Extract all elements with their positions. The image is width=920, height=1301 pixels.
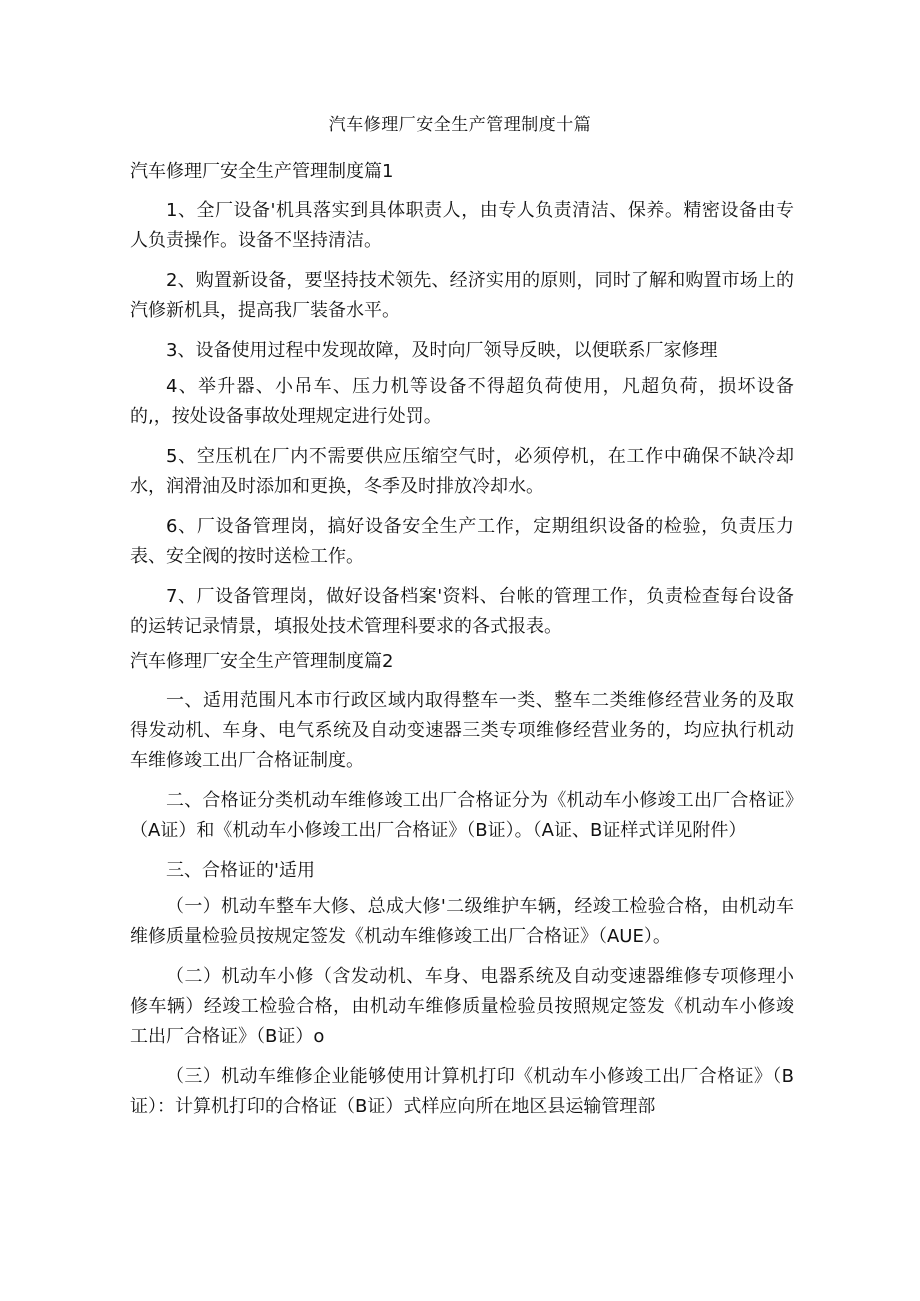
- paragraph: 1、全厂设备'机具落实到具体职责人，由专人负责清洁、保养。精密设备由专人负责操作。设备不坚持清洁。: [130, 200, 794, 251]
- paragraph: 2、购置新设备，要坚持技术领先、经济实用的原则，同时了解和购置市场上的汽修新机具，提高我厂装备水平。: [130, 270, 794, 321]
- document-body: [130, 158, 794, 1132]
- paragraph: 5、空压机在厂内不需要供应压缩空气时，必须停机，在工作中确保不缺冷却水，润滑油及时添加和更换，冬季及时排放冷却水。: [130, 446, 794, 497]
- document-title: 汽车修理厂安全生产管理制度十篇: [328, 115, 592, 135]
- paragraph: （一）机动车整车大修、总成大修'二级维护车辆，经竣工检验合格，由机动车维修质量检验员按规定签发《机动车维修竣工出厂合格证》（AUE）。: [130, 896, 794, 947]
- section-heading: 汽车修理厂安全生产管理制度篇1: [130, 161, 394, 182]
- section-heading: 汽车修理厂安全生产管理制度篇2: [130, 651, 394, 672]
- paragraph: （三）机动车维修企业能够使用计算机打印《机动车小修竣工出厂合格证》（B证）：计算机打印的合格证（B证）式样应向所在地区县运输管理部: [130, 1066, 794, 1117]
- paragraph: 三、合格证的'适用: [166, 860, 315, 881]
- paragraph: 7、厂设备管理岗，做好设备档案'资料、台帐的管理工作，负责检查每台设备的运转记录情景，填报处技术管理科要求的各式报表。: [130, 586, 794, 637]
- paragraph: 二、合格证分类机动车维修竣工出厂合格证分为《机动车小修竣工出厂合格证》（A证）和《机动车小修竣工出厂合格证》（B证）。（A证、B证样式详见附件）: [130, 790, 794, 841]
- paragraph: （二）机动车小修（含发动机、车身、电器系统及自动变速器维修专项修理小修车辆）经竣工检验合格，由机动车维修质量检验员按照规定签发《机动车小修竣工出厂合格证》（B证）o: [130, 966, 794, 1047]
- section-1: [130, 158, 794, 642]
- section-2: [130, 648, 794, 1122]
- paragraph: 一、适用范围凡本市行政区域内取得整车一类、整车二类维修经营业务的及取得发动机、车身、电气系统及自动变速器三类专项维修经营业务的，均应执行机动车维修竣工出厂合格证制度。: [130, 690, 794, 771]
- paragraph: 4、举升器、小吊车、压力机等设备不得超负荷使用，凡超负荷，损坏设备的,，按处设备事故处理规定进行处罚。: [130, 376, 794, 427]
- paragraph: 6、厂设备管理岗，搞好设备安全生产工作，定期组织设备的检验，负责压力表、安全阀的按时送检工作。: [130, 516, 794, 567]
- paragraph: 3、设备使用过程中发现故障，及时向厂领导反映，以便联系厂家修理: [166, 340, 718, 361]
